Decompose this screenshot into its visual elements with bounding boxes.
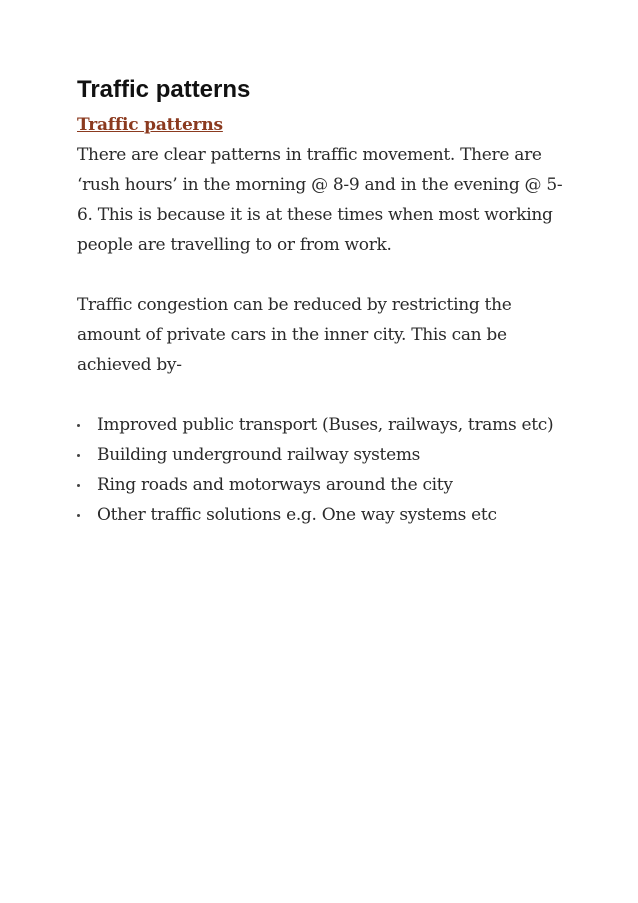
bullet-icon (77, 484, 80, 487)
list-item (77, 410, 577, 440)
bullet-icon (77, 514, 80, 517)
list-item (77, 440, 577, 470)
paragraph-spacer (77, 380, 577, 410)
list-item-text: Building underground railway systems (97, 445, 421, 465)
list-item (77, 500, 577, 530)
paragraph-congestion: Traffic congestion can be reduced by restricting the amount of private cars in the inner city. This can be achieved by- (77, 295, 512, 375)
paragraph-spacer (77, 260, 577, 290)
list-item-text: Other traffic solutions e.g. One way systems etc (97, 505, 497, 525)
page-title: Traffic patterns (77, 76, 251, 103)
list-item-text: Improved public transport (Buses, railways, trams etc) (97, 415, 554, 435)
bullet-icon (77, 424, 80, 427)
section-heading: Traffic patterns (77, 115, 223, 135)
bullet-icon (77, 454, 80, 457)
paragraph-traffic-patterns: There are clear patterns in traffic movement. There are ‘rush hours’ in the morning @ 8-9 and in the evening @ 5-6. This is because it is at these times when most working people are travelling to or from work. (77, 145, 563, 255)
list-item (77, 470, 577, 500)
solutions-list (77, 410, 577, 530)
document-page (77, 72, 577, 530)
list-item-text: Ring roads and motorways around the city (97, 475, 453, 495)
